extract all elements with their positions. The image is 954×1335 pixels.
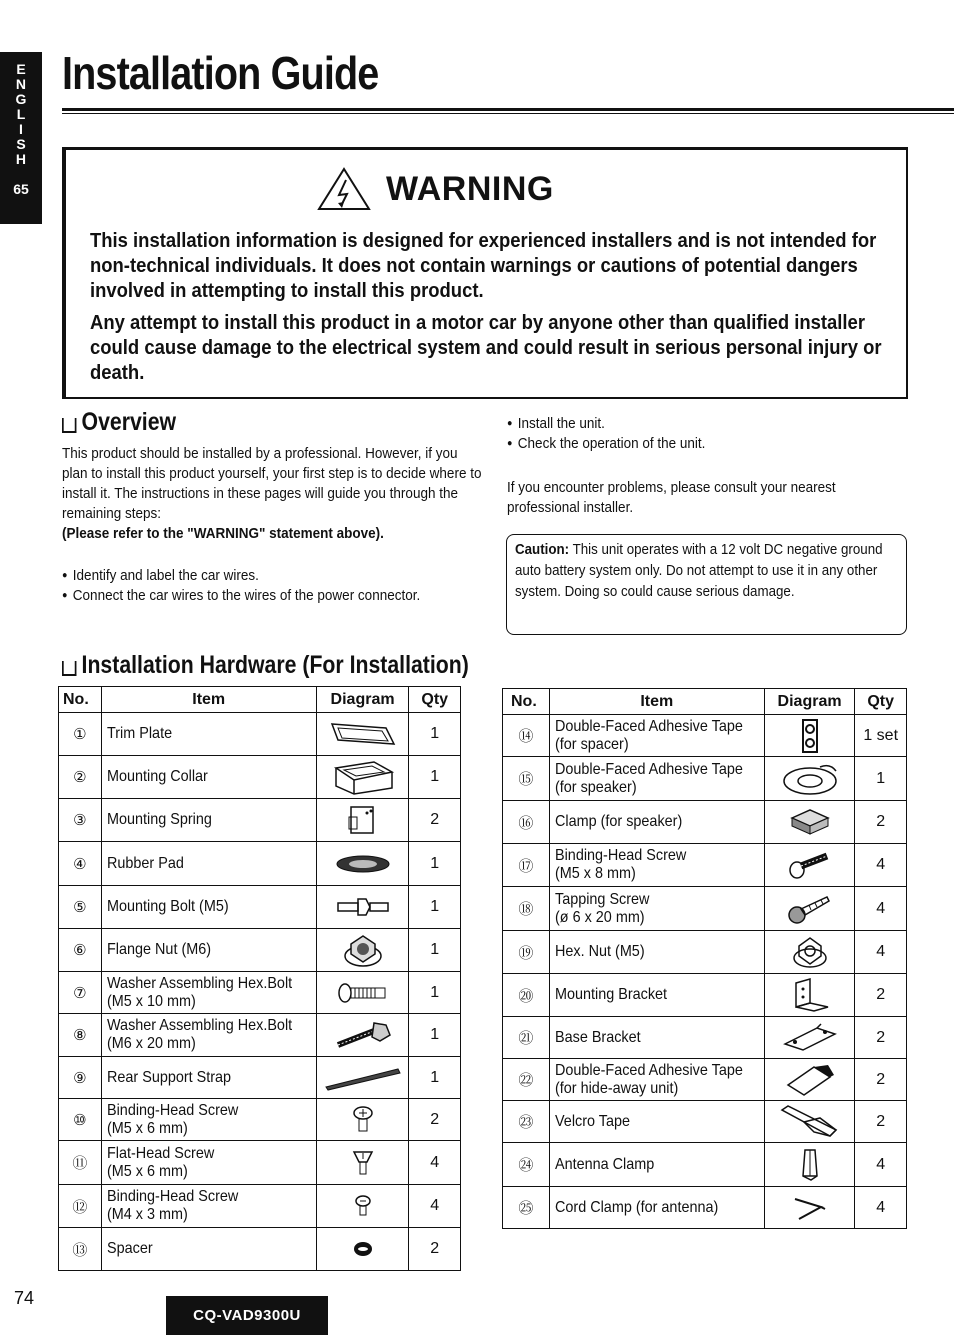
item-diagram [316,1014,409,1057]
item-qty: 4 [855,1143,907,1187]
table-row [503,715,907,757]
language-tab [0,52,42,224]
item-diagram [316,972,409,1014]
item-number-label: ⑪ [72,1155,88,1172]
col-no: No. [59,687,102,713]
item-spec-text: (M5 x 10 mm) [106,992,196,1010]
item-number-label: ㉕ [518,1200,534,1217]
item-qty: 1 set [855,715,907,757]
item-number-label: ③ [73,812,87,829]
item-qty: 1 [409,972,461,1014]
page-number: 74 [14,1288,35,1308]
item-number-label: ② [73,769,87,786]
item-qty: 4 [855,931,907,974]
item-qty: 2 [855,974,907,1017]
item-number [59,713,102,756]
item-name-text: Flange Nut (M6) [106,941,211,958]
warning-box [62,147,908,399]
trim-plate-icon [328,725,398,742]
col-no: No. [503,689,550,715]
item-name-text: Rear Support Strap [106,1068,231,1086]
mounting-bolt-icon [334,898,392,915]
item-name [549,974,764,1017]
item-diagram [764,887,855,931]
item-number-label: ⑧ [73,1027,87,1044]
item-diagram [316,713,409,756]
item-qty: 2 [855,801,907,844]
item-number-label: ㉔ [518,1157,534,1174]
item-name-text: Mounting Collar [106,768,208,785]
warning-triangle-icon [316,166,372,212]
list-item: ● Connect the car wires to the wires of the power connector. [62,586,467,606]
col-diagram: Diagram [764,689,855,715]
table-row [503,1017,907,1059]
item-qty: 2 [855,1101,907,1143]
item-name [101,886,316,929]
item-number-label: ㉒ [518,1072,534,1089]
item-name-text: Double-Faced Adhesive Tape [554,717,743,735]
item-name-text: Cord Clamp (for antenna) [554,1198,719,1216]
hex-bolt-icon [335,984,391,1001]
hardware-heading: Installation Hardware (For Installation) [62,651,469,680]
item-diagram [764,844,855,887]
item-name-text: Mounting Bolt (M5) [106,898,229,915]
item-qty: 4 [855,887,907,931]
clamp-icon [788,813,832,830]
caution-label: Caution: [515,542,570,558]
item-number-label: ⑭ [518,728,534,745]
hex-nut-icon [790,943,830,960]
item-number-label: ⑯ [518,814,534,832]
item-name [549,1059,764,1101]
col-item: Item [101,687,316,713]
table-row [503,974,907,1017]
col-qty: Qty [855,689,907,715]
table-row [59,799,461,842]
item-number [59,886,102,929]
item-name-text: Washer Assembling Hex.Bolt [106,1017,292,1034]
item-diagram [764,1101,855,1143]
item-name-text: Velcro Tape [554,1112,630,1130]
item-name-text: Mounting Bracket [554,986,667,1003]
item-number-label: ⑰ [518,857,534,875]
item-name [549,801,764,844]
item-number [503,1143,550,1187]
list-item: ● Identify and label the car wires. [62,566,467,586]
item-qty: 2 [855,1059,907,1101]
antenna-clamp-icon [797,1156,823,1173]
table-row [59,1014,461,1057]
item-spec-text: (ø 6 x 20 mm) [554,908,645,926]
item-diagram [316,756,409,799]
item-number [59,756,102,799]
item-name [549,1143,764,1187]
table-row [503,757,907,801]
item-name [101,713,316,756]
table-row [59,1057,461,1099]
item-diagram [764,974,855,1017]
hardware-table-left [58,686,461,1271]
table-row [503,1187,907,1229]
item-spec-text: (M5 x 8 mm) [554,865,636,882]
checkbox-square-icon [62,418,76,433]
checkbox-square-icon [62,661,76,676]
item-number [503,757,550,801]
item-name [101,1141,316,1185]
list-item: ● Check the operation of the unit. [507,434,867,454]
item-spec-text: (M6 x 20 mm) [106,1035,196,1052]
item-qty: 4 [409,1141,461,1185]
table-row [59,713,461,756]
item-number-label: ⑱ [518,901,534,918]
item-number [59,929,102,972]
item-qty: 1 [409,842,461,886]
hardware-table-right [502,688,907,1229]
item-name-text: Base Bracket [554,1028,641,1046]
item-number [503,844,550,887]
item-number [59,1228,102,1271]
item-qty: 2 [409,1228,461,1271]
item-name-text: Washer Assembling Hex.Bolt [106,974,292,992]
item-name-text: Trim Plate [106,725,172,742]
item-diagram [764,801,855,844]
item-spec-text: (M4 x 3 mm) [106,1206,188,1223]
item-diagram [764,757,855,801]
item-diagram [316,1228,409,1271]
item-diagram [764,715,855,757]
item-name [101,756,316,799]
overview-text: This product should be installed by a professional. However, if you plan to install this product yourself, your first step is to decide where to install it. The instructions in these pages will guide you through the remaining steps: (Please refer to the "WARNING" statement above). [62,445,482,542]
item-name-text: Antenna Clamp [554,1155,655,1173]
model-badge: CQ-VAD9300U [166,1296,328,1335]
support-strap-icon [322,1069,404,1086]
item-qty: 2 [855,1017,907,1059]
velcro-icon [780,1113,840,1130]
item-name-text: Hex. Nut (M5) [554,943,645,960]
item-name [549,1101,764,1143]
item-number-label: ⑤ [73,899,87,916]
item-number-label: ㉑ [518,1030,534,1047]
item-diagram [316,1185,409,1228]
item-name [549,1017,764,1059]
table-row [59,972,461,1014]
item-name [101,972,316,1014]
item-name [101,1185,316,1228]
warning-heading [316,166,554,212]
table-row [59,1185,461,1228]
table-row [59,842,461,886]
item-diagram [764,931,855,974]
steps-list-left [62,566,467,606]
item-name [549,844,764,887]
item-name-text: Binding-Head Screw [554,847,687,864]
steps-list-right [507,414,867,454]
item-name [549,715,764,757]
tapping-screw-icon [787,900,833,917]
item-name [549,887,764,931]
item-name [101,1057,316,1099]
overview-heading: Overview [62,408,176,437]
col-qty: Qty [409,687,461,713]
item-number [59,842,102,886]
item-qty: 1 [409,713,461,756]
item-qty: 1 [409,756,461,799]
hex-bolt-long-icon [332,1026,394,1043]
caution-text: This unit operates with a 12 volt DC negative ground auto battery system only. Do not attempt to use it in any other system. Doing so could cause serious damage. [515,542,883,600]
page-title: Installation Guide [62,47,379,99]
item-spec-text: (for hide-away unit) [554,1079,679,1097]
item-name-text: Binding-Head Screw [106,1188,239,1205]
item-name [549,1187,764,1229]
item-spec-text: (for speaker) [554,778,637,796]
tape-speaker-icon [780,770,840,787]
item-diagram [316,1141,409,1185]
item-number-label: ⑩ [73,1111,87,1129]
item-diagram [764,1059,855,1101]
item-diagram [764,1017,855,1059]
item-qty: 1 [855,757,907,801]
cord-clamp-icon [791,1199,829,1216]
item-qty: 4 [855,1187,907,1229]
item-number-label: ⑥ [73,942,87,959]
item-qty: 1 [409,1014,461,1057]
table-row [503,801,907,844]
table-row [59,1228,461,1271]
binding-screw-8-icon [787,856,833,873]
item-diagram [316,799,409,842]
item-qty: 1 [409,929,461,972]
item-name [549,931,764,974]
item-qty: 1 [409,886,461,929]
item-name-text: Flat-Head Screw [106,1144,214,1162]
flat-screw-icon [351,1154,375,1171]
problems-note: If you encounter problems, please consult your nearest professional installer. [507,479,836,516]
item-diagram [316,842,409,886]
table-row [503,1101,907,1143]
item-name-text: Double-Faced Adhesive Tape [554,760,743,778]
item-number [59,972,102,1014]
item-qty: 4 [409,1185,461,1228]
item-number-label: ① [73,726,87,743]
table-row [59,756,461,799]
item-name [101,1099,316,1141]
language-letters: E N G L I S H [15,61,27,167]
item-name [101,842,316,886]
warning-title: WARNING [386,169,554,208]
table-header-row [59,687,461,713]
item-number [59,1185,102,1228]
item-diagram [316,929,409,972]
warning-paragraph-2: Any attempt to install this product in a motor car by anyone other than qualified installer could cause damage to the electrical system and could result in serious personal injury or death. [90,311,882,384]
item-diagram [316,886,409,929]
item-name [101,799,316,842]
item-number [59,799,102,842]
item-number-label: ⑬ [72,1241,88,1259]
caution-box [506,534,907,635]
tape-spacer-icon [800,727,820,744]
item-number-label: ⑳ [518,987,534,1005]
col-item: Item [549,689,764,715]
item-number-label: ㉓ [518,1114,534,1131]
item-name-text: Double-Faced Adhesive Tape [554,1061,743,1079]
base-bracket-icon [781,1029,839,1046]
table-row [503,1059,907,1101]
spacer-icon [352,1240,374,1257]
item-spec-text: (M5 x 6 mm) [106,1119,188,1137]
item-name-text: Tapping Screw [554,890,650,908]
item-number-label: ⑨ [73,1069,87,1087]
item-qty: 2 [409,1099,461,1141]
item-number [59,1099,102,1141]
item-diagram [764,1187,855,1229]
item-number-label: ⑫ [72,1198,88,1216]
table-row [59,929,461,972]
section-number: 65 [13,181,29,197]
item-qty: 2 [409,799,461,842]
flange-nut-icon [341,941,385,958]
item-number [503,1101,550,1143]
item-spec-text: (M5 x 6 mm) [106,1162,188,1180]
mounting-bracket-icon [788,986,832,1003]
item-name [101,1014,316,1057]
item-qty: 4 [855,844,907,887]
item-spec-text: (for spacer) [554,735,629,753]
table-row [503,844,907,887]
mounting-spring-icon [343,811,383,828]
item-name-text: Clamp (for speaker) [554,813,683,830]
item-number [59,1014,102,1057]
item-number [503,715,550,757]
item-number [503,887,550,931]
item-number-label: ⑮ [518,771,534,788]
item-diagram [316,1057,409,1099]
list-item: ● Install the unit. [507,414,867,434]
item-name-text: Spacer [106,1240,153,1257]
warning-reference: (Please refer to the "WARNING" statement above). [62,525,384,542]
mounting-collar-icon [330,768,396,785]
item-qty: 1 [409,1057,461,1099]
title-rule-thin [62,113,954,114]
table-row [59,1141,461,1185]
table-row [59,886,461,929]
item-name-text: Rubber Pad [106,854,184,872]
item-diagram [764,1143,855,1187]
item-name-text: Binding-Head Screw [106,1101,239,1119]
table-row [503,887,907,931]
item-number [503,801,550,844]
item-diagram [316,1099,409,1141]
table-row [503,931,907,974]
binding-screw-icon [351,1111,375,1128]
item-number [503,1017,550,1059]
table-row [59,1099,461,1141]
item-number [503,931,550,974]
small-screw-icon [352,1197,374,1214]
table-row [503,1143,907,1187]
item-number [503,974,550,1017]
item-number-label: ④ [73,855,87,873]
item-number-label: ⑲ [518,944,534,962]
item-number [503,1059,550,1101]
rubber-pad-icon [332,855,394,872]
item-name [101,929,316,972]
item-number [59,1057,102,1099]
item-name [101,1228,316,1271]
title-rule [62,108,954,111]
col-diagram: Diagram [316,687,409,713]
item-name [549,757,764,801]
item-number [59,1141,102,1185]
item-name-text: Mounting Spring [106,811,212,828]
item-number [503,1187,550,1229]
table-header-row [503,689,907,715]
warning-paragraph-1: This installation information is designed for experienced installers and is not intended for non-technical individuals. It does not contain warnings or cautions of potential dangers involved in attempting to install this product. [90,229,877,302]
tape-hideaway-icon [784,1071,836,1088]
item-number-label: ⑦ [73,984,87,1002]
